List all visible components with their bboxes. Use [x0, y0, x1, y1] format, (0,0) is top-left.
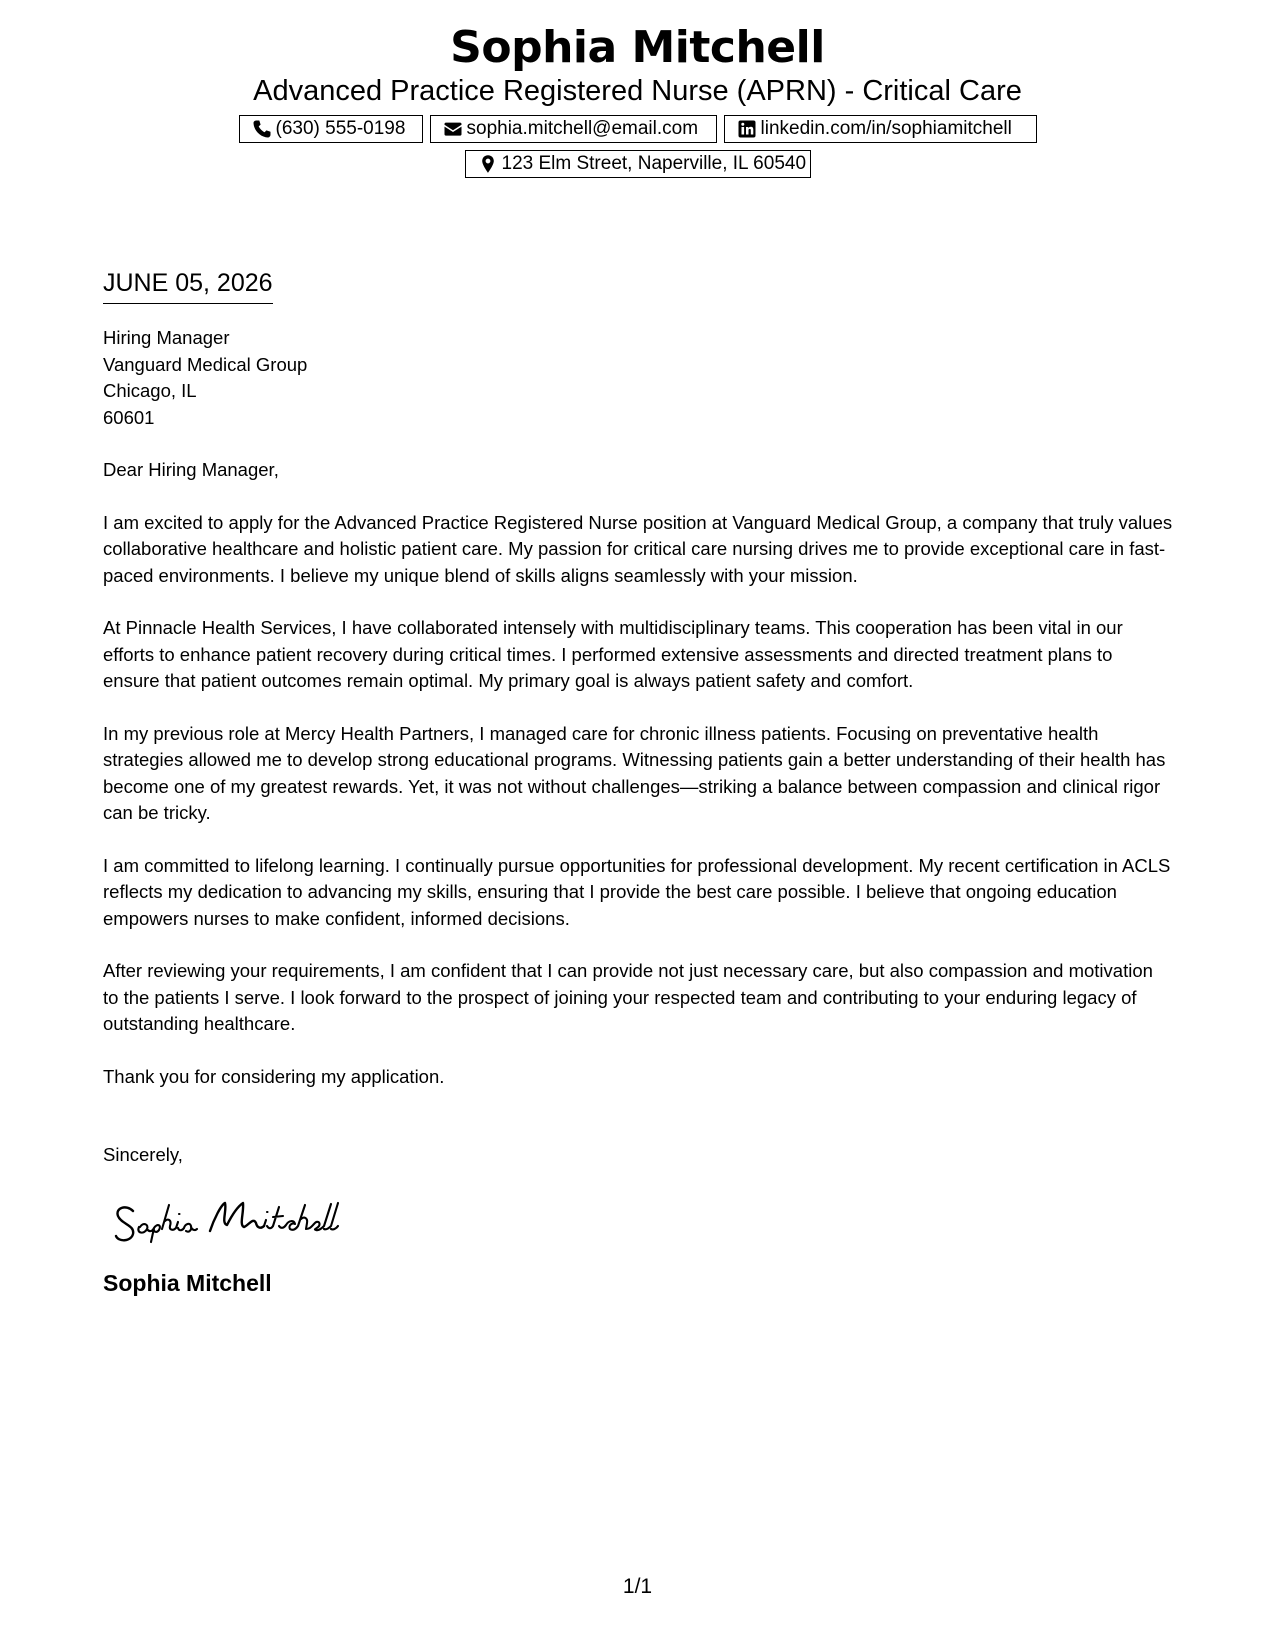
signer-name: Sophia Mitchell — [103, 1269, 272, 1296]
body-paragraph-3: In my previous role at Mercy Health Partners, I managed care for chronic illness patients. Focusing on preventative health strategies allowed me to develop strong educational programs. Witnessing patients gain a better understanding of their health has become one of my greatest rewards. Yet, it was not without challenges—striking a balance between compassion and clinical rigor can be tricky. — [103, 722, 1166, 823]
contact-row-secondary — [0, 150, 1275, 178]
map-pin-icon — [478, 154, 498, 174]
recipient-city-state: Chicago, IL — [103, 380, 197, 401]
contact-email — [430, 115, 717, 143]
linkedin-icon — [737, 119, 757, 139]
body-paragraph-4: I am committed to lifelong learning. I continually pursue opportunities for professional development. My recent certification in ACLS reflects my dedication to advancing my skills, ensuring that I provide the best care possible. I believe that ongoing education empowers nurses to make confident, informed decisions. — [103, 854, 1171, 929]
applicant-name: Sophia Mitchell — [450, 22, 825, 73]
body-paragraph-5: After reviewing your requirements, I am confident that I can provide not just necessary care, but also compassion and motivation to the patients I serve. I look forward to the prospect of joining your respected team and contributing to your enduring legacy of outstanding healthcare. — [103, 960, 1153, 1034]
salutation: Dear Hiring Manager, — [103, 459, 279, 480]
body-paragraph-6: Thank you for considering my application. — [103, 1065, 445, 1087]
contact-linkedin — [724, 115, 1037, 143]
applicant-title: Advanced Practice Registered Nurse (APRN) - Critical Care — [253, 75, 1022, 107]
recipient-name: Hiring Manager — [103, 327, 230, 348]
handwritten-signature — [113, 1191, 373, 1247]
body-paragraph-1: I am excited to apply for the Advanced Practice Registered Nurse position at Vanguard Medical Group, a company that truly values collaborative healthcare and holistic patient care. My passion for critical care nursing drives me to provide exceptional care in fast-paced environments. I believe my unique blend of skills aligns seamlessly with your mission. — [103, 511, 1173, 586]
contact-address — [465, 150, 811, 178]
contact-row-primary — [0, 115, 1275, 143]
recipient-block — [103, 325, 1173, 431]
recipient-company: Vanguard Medical Group — [103, 353, 308, 375]
linkedin-text: linkedin.com/in/sophiamitchell — [760, 118, 1012, 139]
resume-header — [0, 20, 1275, 178]
envelope-icon — [443, 119, 463, 139]
body-paragraph-2: At Pinnacle Health Services, I have collaborated intensely with multidisciplinary teams. This cooperation has been vital in our efforts to enhance patient recovery during critical times. I performed extensive assessments and directed treatment plans to ensure that patient outcomes remain optimal. My primary goal is always patient safety and comfort. — [103, 617, 1123, 691]
contact-phone — [239, 115, 423, 143]
letter-date: JUNE 05, 2026 — [103, 268, 273, 304]
phone-icon — [252, 119, 272, 139]
email-text: sophia.mitchell@email.com — [466, 118, 699, 139]
address-text: 123 Elm Street, Naperville, IL 60540 — [501, 153, 807, 174]
recipient-zip: 60601 — [103, 406, 155, 428]
phone-text: (630) 555-0198 — [275, 118, 406, 139]
closing: Sincerely, — [103, 1144, 183, 1165]
page-number: 1/1 — [622, 1575, 653, 1598]
letter-body — [103, 268, 1173, 1297]
